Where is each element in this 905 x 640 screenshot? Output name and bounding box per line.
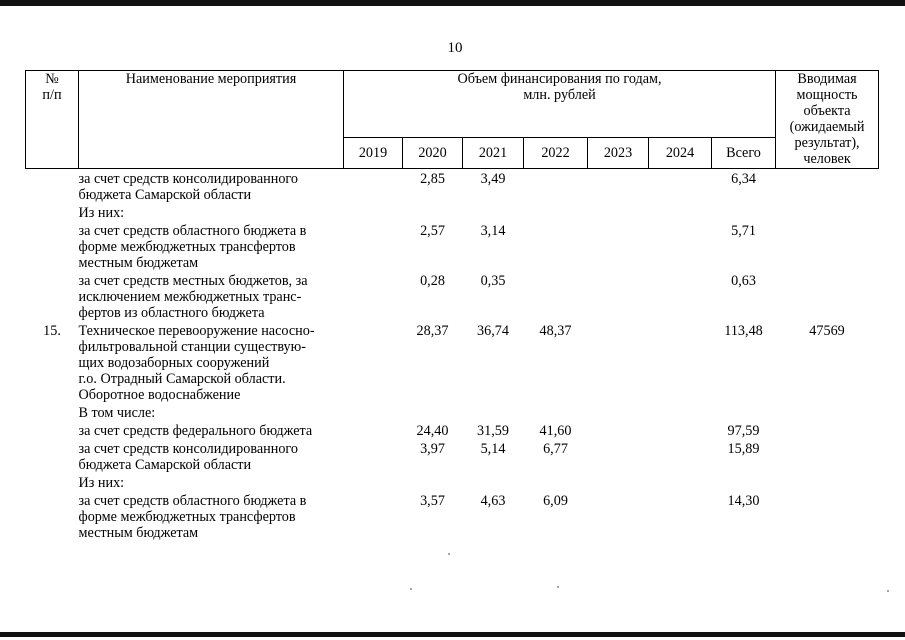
header-year-2019: 2019 bbox=[344, 138, 403, 169]
activity-name-cell bbox=[79, 403, 344, 421]
header-year-2024: 2024 bbox=[649, 138, 712, 169]
header-total: Всего bbox=[712, 138, 776, 169]
capacity-value-cell bbox=[776, 271, 879, 321]
year-2021-value-cell: 4,63 bbox=[480, 493, 506, 509]
row-number-cell bbox=[26, 473, 79, 491]
year-2019-value-cell bbox=[344, 403, 403, 421]
year-2019-value-cell bbox=[344, 221, 403, 271]
year-2019-value-cell bbox=[344, 491, 403, 541]
year-2021-value-cell: 0,35 bbox=[480, 273, 506, 289]
capacity-value-cell bbox=[776, 421, 879, 439]
activity-name-line: местным бюджетам bbox=[78, 525, 199, 541]
header-number bbox=[26, 71, 79, 169]
year-2020-value-cell bbox=[403, 403, 463, 421]
header-volume-line: Объем финансирования по годам, bbox=[457, 71, 662, 87]
activity-name-cell bbox=[79, 439, 344, 473]
year-2024-value-cell bbox=[649, 439, 712, 473]
table-row bbox=[26, 473, 879, 491]
year-2022-value-cell: 41,60 bbox=[539, 423, 572, 439]
year-2024-value-cell bbox=[649, 271, 712, 321]
year-2022-value-cell bbox=[524, 221, 588, 271]
year-2023-value-cell bbox=[588, 491, 649, 541]
year-2022-value-cell bbox=[524, 271, 588, 321]
capacity-value-cell bbox=[776, 473, 879, 491]
table-row bbox=[26, 491, 879, 541]
total-value-cell: 14,30 bbox=[727, 493, 760, 509]
table-row bbox=[26, 221, 879, 271]
year-2024-value-cell bbox=[649, 403, 712, 421]
activity-name-cell bbox=[79, 421, 344, 439]
year-2022-value-cell bbox=[524, 169, 588, 204]
activity-name-cell bbox=[79, 473, 344, 491]
activity-name-line: за счет средств консолидированного bbox=[78, 171, 298, 187]
table-row bbox=[26, 439, 879, 473]
year-2020-value-cell bbox=[403, 473, 463, 491]
activity-name-line: Техническое перевооружение насосно- bbox=[78, 323, 315, 339]
total-value-cell: 97,59 bbox=[727, 423, 760, 439]
table-row bbox=[26, 321, 879, 403]
year-2024-value-cell bbox=[649, 491, 712, 541]
year-2019-value-cell bbox=[344, 271, 403, 321]
year-2019-value-cell bbox=[344, 169, 403, 204]
activity-name-line: щих водозаборных сооружений bbox=[78, 355, 270, 371]
row-number-cell bbox=[26, 421, 79, 439]
year-2024-value-cell bbox=[649, 169, 712, 204]
row-number-cell bbox=[26, 203, 79, 221]
total-value-cell: 6,34 bbox=[731, 171, 756, 187]
year-2019-value-cell bbox=[344, 473, 403, 491]
year-2024-value-cell bbox=[649, 221, 712, 271]
capacity-value-cell bbox=[776, 221, 879, 271]
activity-name-line: г.о. Отрадный Самарской области. bbox=[78, 371, 286, 387]
year-2023-value-cell bbox=[588, 321, 649, 403]
year-2022-value-cell bbox=[524, 203, 588, 221]
year-2020-value-cell: 28,37 bbox=[416, 323, 449, 339]
total-value-cell: 15,89 bbox=[727, 441, 760, 457]
header-capacity-line: объекта bbox=[803, 103, 851, 119]
total-value-cell bbox=[712, 473, 776, 491]
activity-name-cell bbox=[79, 169, 344, 204]
total-value-cell: 5,71 bbox=[731, 223, 756, 239]
year-2022-value-cell bbox=[524, 403, 588, 421]
financing-table bbox=[25, 70, 879, 541]
activity-name-cell bbox=[79, 491, 344, 541]
year-2023-value-cell bbox=[588, 473, 649, 491]
header-volume-line: млн. рублей bbox=[523, 87, 596, 103]
year-2020-value-cell: 0,28 bbox=[420, 273, 445, 289]
row-number-cell: 15. bbox=[43, 323, 61, 339]
activity-name-line: за счет средств областного бюджета в bbox=[78, 223, 307, 239]
year-2021-value-cell: 31,59 bbox=[477, 423, 509, 439]
table-row bbox=[26, 203, 879, 221]
year-2020-value-cell bbox=[403, 203, 463, 221]
table-row bbox=[26, 421, 879, 439]
activity-name-line: форме межбюджетных трансфертов bbox=[78, 239, 296, 255]
year-2021-value-cell: 36,74 bbox=[477, 323, 509, 339]
total-value-cell bbox=[712, 203, 776, 221]
header-capacity-line: Вводимая bbox=[797, 71, 857, 87]
row-number-cell bbox=[26, 169, 79, 204]
year-2022-value-cell: 6,09 bbox=[543, 493, 568, 509]
capacity-value-cell bbox=[776, 169, 879, 204]
header-capacity bbox=[776, 71, 879, 169]
header-capacity-line: мощность bbox=[796, 87, 858, 103]
activity-name-line: за счет средств консолидированного bbox=[78, 441, 298, 457]
year-2021-value-cell: 5,14 bbox=[480, 441, 506, 457]
activity-name-line: бюджета Самарской области bbox=[78, 187, 252, 203]
year-2020-value-cell: 3,97 bbox=[420, 441, 445, 457]
activity-name-line: Из них: bbox=[78, 205, 125, 221]
year-2020-value-cell: 3,57 bbox=[420, 493, 445, 509]
year-2023-value-cell bbox=[588, 421, 649, 439]
scan-top-edge bbox=[0, 0, 905, 6]
scan-speck bbox=[557, 586, 559, 588]
year-2022-value-cell: 6,77 bbox=[543, 441, 568, 457]
activity-name-line: фильтровальной станции существую- bbox=[78, 339, 306, 355]
year-2020-value-cell: 24,40 bbox=[416, 423, 449, 439]
activity-name-line: фертов из областного бюджета bbox=[78, 305, 265, 321]
capacity-value-cell bbox=[776, 439, 879, 473]
year-2023-value-cell bbox=[588, 403, 649, 421]
table-row bbox=[26, 403, 879, 421]
year-2024-value-cell bbox=[649, 321, 712, 403]
year-2020-value-cell: 2,57 bbox=[420, 223, 445, 239]
row-number-cell bbox=[26, 271, 79, 321]
year-2021-value-cell bbox=[463, 403, 524, 421]
year-2024-value-cell bbox=[649, 473, 712, 491]
row-number-cell bbox=[26, 439, 79, 473]
year-2021-value-cell bbox=[463, 473, 524, 491]
year-2020-value-cell: 2,85 bbox=[420, 171, 445, 187]
activity-name-line: за счет средств федерального бюджета bbox=[78, 423, 313, 439]
total-value-cell bbox=[712, 403, 776, 421]
activity-name-cell bbox=[79, 221, 344, 271]
activity-name-cell bbox=[79, 321, 344, 403]
year-2019-value-cell bbox=[344, 421, 403, 439]
row-number-cell bbox=[26, 491, 79, 541]
row-number-cell bbox=[26, 221, 79, 271]
activity-name-line: В том числе: bbox=[78, 405, 156, 421]
capacity-value-cell bbox=[776, 203, 879, 221]
table-row bbox=[26, 271, 879, 321]
activity-name-cell bbox=[79, 203, 344, 221]
year-2022-value-cell bbox=[524, 473, 588, 491]
row-number-cell bbox=[26, 403, 79, 421]
year-2021-value-cell bbox=[463, 203, 524, 221]
activity-name-line: Из них: bbox=[78, 475, 125, 491]
year-2024-value-cell bbox=[649, 203, 712, 221]
activity-name-line: бюджета Самарской области bbox=[78, 457, 252, 473]
year-2021-value-cell: 3,14 bbox=[480, 223, 506, 239]
header-capacity-line: человек bbox=[803, 151, 851, 167]
header-capacity-line: (ожидаемый bbox=[789, 119, 865, 135]
table-row bbox=[26, 169, 879, 204]
year-2023-value-cell bbox=[588, 169, 649, 204]
scan-speck bbox=[410, 588, 412, 590]
total-value-cell: 113,48 bbox=[724, 323, 763, 339]
total-value-cell: 0,63 bbox=[731, 273, 756, 289]
year-2021-value-cell: 3,49 bbox=[480, 171, 506, 187]
scan-speck bbox=[448, 553, 450, 555]
header-year-2020: 2020 bbox=[403, 138, 463, 169]
activity-name-line: исключением межбюджетных транс- bbox=[78, 289, 302, 305]
header-number-line: п/п bbox=[42, 87, 62, 103]
capacity-value-cell bbox=[776, 491, 879, 541]
year-2023-value-cell bbox=[588, 439, 649, 473]
header-activity-name: Наименование мероприятия bbox=[79, 71, 344, 169]
year-2023-value-cell bbox=[588, 271, 649, 321]
header-financing-volume bbox=[344, 71, 776, 138]
capacity-value-cell bbox=[776, 403, 879, 421]
year-2024-value-cell bbox=[649, 421, 712, 439]
header-capacity-line: результат), bbox=[794, 135, 860, 151]
header-year-2021: 2021 bbox=[463, 138, 524, 169]
header-year-2023: 2023 bbox=[588, 138, 649, 169]
activity-name-line: за счет средств областного бюджета в bbox=[78, 493, 307, 509]
year-2023-value-cell bbox=[588, 221, 649, 271]
header-year-2022: 2022 bbox=[524, 138, 588, 169]
year-2019-value-cell bbox=[344, 321, 403, 403]
scan-speck bbox=[887, 590, 889, 592]
capacity-value-cell: 47569 bbox=[809, 323, 845, 339]
header-number-line: № bbox=[45, 71, 59, 87]
table-body bbox=[26, 169, 879, 542]
activity-name-line: за счет средств местных бюджетов, за bbox=[78, 273, 308, 289]
activity-name-cell bbox=[79, 271, 344, 321]
year-2022-value-cell: 48,37 bbox=[539, 323, 572, 339]
year-2019-value-cell bbox=[344, 203, 403, 221]
activity-name-line: местным бюджетам bbox=[78, 255, 199, 271]
page-number: 10 bbox=[447, 40, 463, 56]
activity-name-line: форме межбюджетных трансфертов bbox=[78, 509, 296, 525]
activity-name-line: Оборотное водоснабжение bbox=[78, 387, 241, 403]
year-2023-value-cell bbox=[588, 203, 649, 221]
year-2019-value-cell bbox=[344, 439, 403, 473]
scan-bottom-edge bbox=[0, 632, 905, 637]
